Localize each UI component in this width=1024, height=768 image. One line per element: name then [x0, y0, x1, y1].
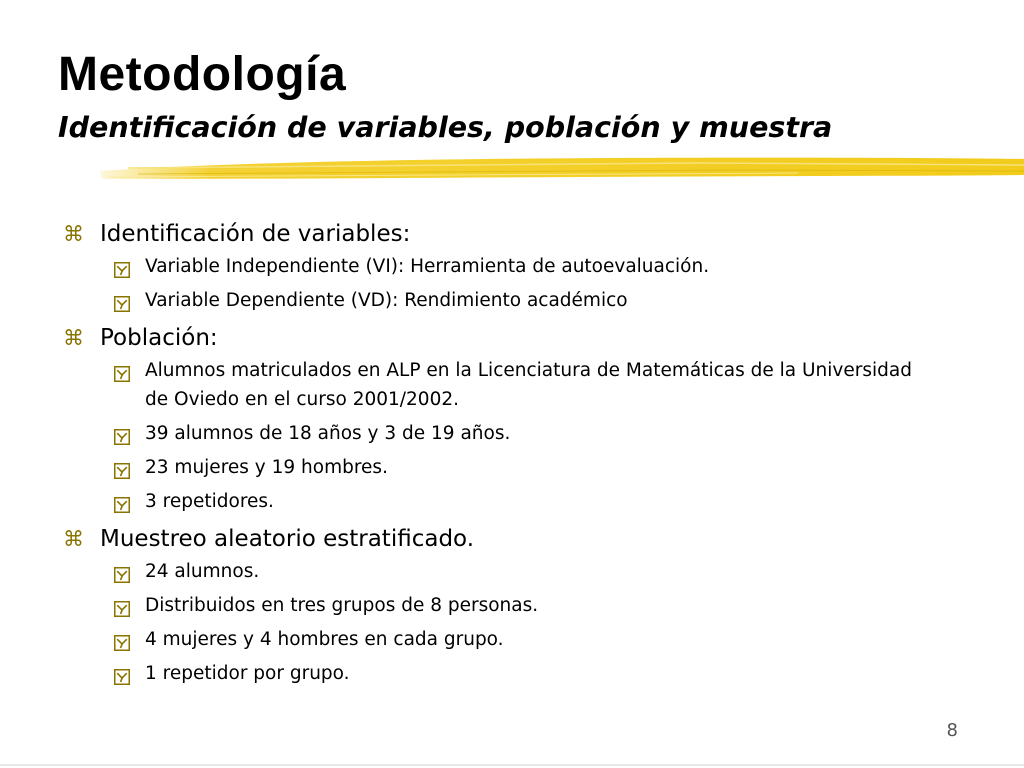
list-item	[0, 659, 1024, 688]
section-heading-text: Muestreo aleatorio estratificado.	[100, 526, 475, 552]
list-item	[0, 557, 1024, 586]
list-item	[0, 591, 1024, 620]
section-heading	[0, 521, 1024, 557]
command-key-bullet-icon: ⌘	[63, 222, 84, 246]
yellow-brush-stroke-divider	[98, 149, 1024, 185]
checkbox-bullet-icon	[114, 362, 130, 378]
checkbox-bullet-icon	[114, 292, 130, 308]
list-item-text: 39 alumnos de 18 años y 3 de 19 años.	[145, 423, 511, 444]
command-key-bullet-icon: ⌘	[63, 527, 84, 551]
checkbox-bullet-icon	[114, 597, 130, 613]
checkbox-bullet-icon	[114, 459, 130, 475]
list-item-text: 3 repetidores.	[145, 491, 274, 512]
command-key-bullet-icon: ⌘	[63, 326, 84, 350]
list-item	[0, 252, 1024, 281]
list-item	[0, 356, 1024, 414]
checkbox-bullet-icon	[114, 631, 130, 647]
section-heading-text: Identificación de variables:	[100, 221, 411, 247]
slide-title: Metodología	[58, 48, 347, 101]
list-item-text: 4 mujeres y 4 hombres en cada grupo.	[145, 629, 504, 650]
bottom-rule	[0, 764, 1024, 766]
checkbox-bullet-icon	[114, 493, 130, 509]
checkbox-bullet-icon	[114, 258, 130, 274]
list-item	[0, 625, 1024, 654]
slide-content	[0, 216, 1024, 693]
list-item	[0, 419, 1024, 448]
list-item-text: Alumnos matriculados en ALP en la Licenciatura de Matemáticas de la Universidad de Oviedo en el curso 2001/2002.	[145, 360, 912, 410]
list-item-text: Variable Independiente (VI): Herramienta de autoevaluación.	[145, 256, 710, 277]
slide-subtitle: Identificación de variables, población y muestra	[58, 111, 833, 144]
list-item-text: 23 mujeres y 19 hombres.	[145, 457, 388, 478]
list-item	[0, 487, 1024, 516]
checkbox-bullet-icon	[114, 425, 130, 441]
list-item	[0, 453, 1024, 482]
checkbox-bullet-icon	[114, 665, 130, 681]
checkbox-bullet-icon	[114, 563, 130, 579]
list-item-text: 1 repetidor por grupo.	[145, 663, 350, 684]
list-item-text: 24 alumnos.	[145, 561, 260, 582]
list-item-text: Distribuidos en tres grupos de 8 personas.	[145, 595, 539, 616]
section-heading-text: Población:	[100, 325, 218, 351]
list-item-text: Variable Dependiente (VD): Rendimiento académico	[145, 290, 628, 311]
list-item	[0, 286, 1024, 315]
section-heading	[0, 320, 1024, 356]
section-heading	[0, 216, 1024, 252]
page-number: 8	[946, 720, 958, 741]
